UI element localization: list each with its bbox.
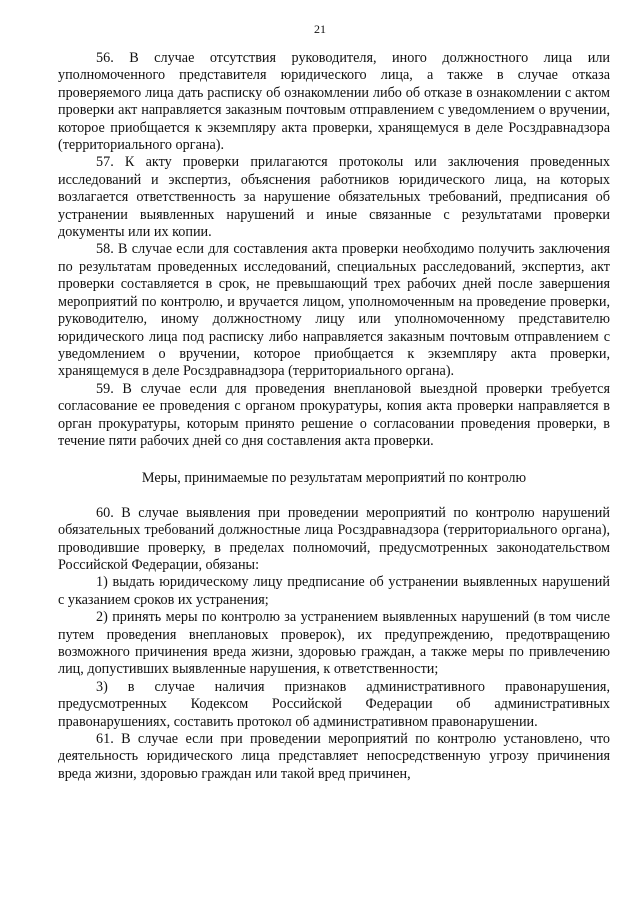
paragraph-60-item-2: 2) принять меры по контролю за устранением выявленных нарушений (в том числе путем проведения внеплановых проверок), их предупреждению, предотвращению возможного причинения вреда жизни, здоровью граждан, а также меры по привлечению лиц, допустивших выявленные нарушения, к ответственности;	[58, 609, 610, 678]
paragraph-56: 56. В случае отсутствия руководителя, иного должностного лица или уполномоченного представителя юридического лица, а также в случае отказа проверяемого лица дать расписку об ознакомлении либо об отказе в ознакомлении с актом проверки акт направляется заказным почтовым отправлением с уведомлением о вручении, которое приобщается к экземпляру акта проверки, хранящемуся в деле Росздравнадзора (территориального органа).	[58, 50, 610, 154]
paragraph-57: 57. К акту проверки прилагаются протоколы или заключения проведенных исследований и экспертиз, объяснения работников юридического лица, на которых возлагается ответственность за нарушение обязательных требований, предписания об устранении выявленных нарушений и иные связанные с результатами проверки документы или их копии.	[58, 154, 610, 241]
paragraph-60: 60. В случае выявления при проведении мероприятий по контролю нарушений обязательных требований должностные лица Росздравнадзора (территориального органа), проводившие проверку, в пределах полномочий, предусмотренных законодательством Российской Федерации, обязаны:	[58, 504, 610, 573]
paragraph-59: 59. В случае если для проведения внеплановой выездной проверки требуется согласование ее проведения с органом прокуратуры, копия акта проверки направляется в орган прокуратуры, которым принято решение о согласовании проведения проверки, в течение пяти рабочих дней со дня составления акта проверки.	[58, 380, 610, 449]
page-number: 21	[314, 22, 326, 36]
paragraph-58: 58. В случае если для составления акта проверки необходимо получить заключения по результатам проведенных исследований, специальных расследований, экспертиз, акт проверки составляется в срок, не превышающий трех рабочих дней после завершения мероприятий по контролю, и вручается лицом, уполномоченным на проведение проверки, руководителю, иному должностному лицу или уполномоченному представителю юридического лица под расписку либо направляется заказным почтовым отправлением с уведомлением о вручении, которое приобщается к экземпляру акта проверки, хранящемуся в деле Росздравнадзора (территориального органа).	[58, 241, 610, 380]
paragraph-60-item-1: 1) выдать юридическому лицу предписание об устранении выявленных нарушений с указанием сроков их устранения;	[58, 574, 610, 608]
section-heading: Меры, принимаемые по результатам мероприятий по контролю	[141, 470, 527, 487]
document-body	[58, 50, 610, 783]
paragraph-60-item-3: 3) в случае наличия признаков административного правонарушения, предусмотренных Кодексом Российской Федерации об административных правонарушениях, составить протокол об административном правонарушении.	[58, 678, 610, 730]
paragraph-61: 61. В случае если при проведении мероприятий по контролю установлено, что деятельность юридического лица представляет непосредственную угрозу причинения вреда жизни, здоровью граждан или такой вред причинен,	[58, 731, 610, 782]
